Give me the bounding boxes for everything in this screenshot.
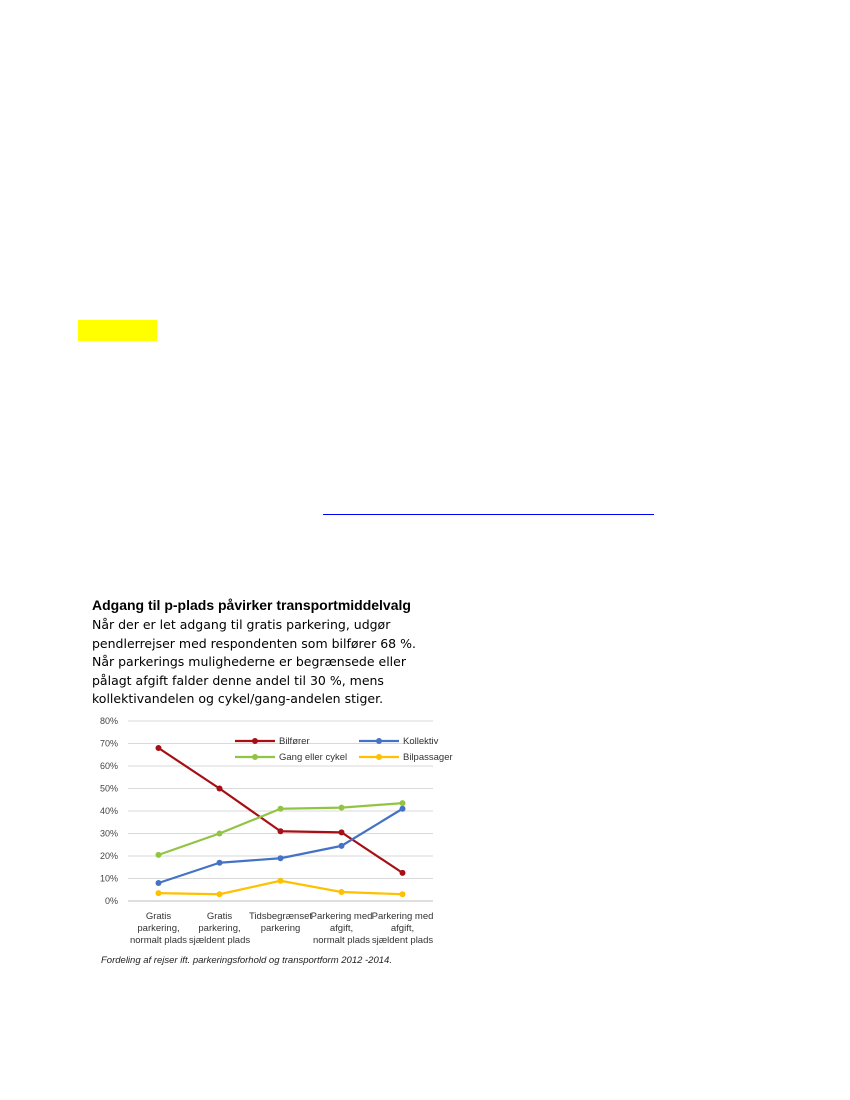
data-point bbox=[339, 843, 345, 849]
y-tick-label: 30% bbox=[99, 828, 118, 839]
y-tick-label: 0% bbox=[104, 896, 118, 906]
data-point bbox=[278, 806, 284, 812]
data-point bbox=[339, 805, 345, 811]
x-tick-label: parkering, bbox=[137, 923, 180, 934]
body-line: Når der er let adgang til gratis parkering, udgør bbox=[92, 617, 391, 632]
data-point bbox=[217, 860, 223, 866]
legend-label: Bilpassager bbox=[403, 752, 453, 763]
x-tick-label: sjældent plads bbox=[188, 935, 251, 946]
series-line bbox=[159, 809, 403, 883]
y-tick-label: 70% bbox=[99, 738, 118, 749]
x-tick-label: sjældent plads bbox=[371, 935, 434, 946]
y-tick-label: 80% bbox=[99, 716, 118, 726]
data-point bbox=[156, 880, 162, 886]
y-tick-label: 40% bbox=[99, 806, 118, 816]
body-line: kollektivandelen og cykel/gang-andelen stiger. bbox=[92, 691, 384, 706]
highlight-marker bbox=[78, 320, 157, 341]
figure-caption: Fordeling af rejser ift. parkeringsforhold og transportform 2012 -2014. bbox=[101, 955, 392, 966]
x-tick-label: afgift, bbox=[329, 923, 354, 934]
data-point bbox=[339, 889, 345, 895]
legend-swatch-marker bbox=[252, 738, 258, 744]
x-tick-label: normalt plads bbox=[129, 935, 188, 946]
y-tick-label: 10% bbox=[99, 873, 118, 884]
data-point bbox=[278, 878, 284, 884]
data-point bbox=[217, 786, 223, 792]
x-tick-label: afgift, bbox=[390, 923, 415, 934]
y-tick-label: 50% bbox=[99, 783, 118, 794]
legend-swatch-marker bbox=[376, 754, 382, 760]
y-tick-label: 20% bbox=[99, 851, 118, 861]
x-tick-label: parkering bbox=[260, 923, 301, 934]
x-tick-label: parkering, bbox=[198, 923, 241, 934]
body-line: Når parkerings mulighederne er begrænsede eller bbox=[92, 654, 406, 669]
data-point bbox=[400, 870, 406, 876]
y-tick-label: 60% bbox=[99, 761, 118, 771]
data-point bbox=[217, 831, 223, 837]
x-tick-label: Parkering med bbox=[371, 911, 434, 922]
data-point bbox=[400, 891, 406, 897]
data-point bbox=[400, 806, 406, 812]
legend-label: Kollektiv bbox=[403, 736, 439, 747]
chart-figure bbox=[92, 596, 472, 976]
data-point bbox=[278, 828, 284, 834]
line-chart bbox=[92, 596, 472, 956]
body-line: pålagt afgift falder denne andel til 30 %, mens bbox=[92, 672, 384, 688]
body-line: pendlerrejser med respondenten som bilfører 68 %. bbox=[92, 635, 416, 651]
data-point bbox=[339, 829, 345, 835]
figure-title: Adgang til p-plads påvirker transportmiddelvalg bbox=[92, 597, 411, 613]
x-tick-label: Gratis bbox=[145, 911, 172, 922]
legend-swatch-marker bbox=[376, 738, 382, 744]
data-point bbox=[400, 800, 406, 806]
x-tick-label: Parkering med bbox=[310, 911, 373, 922]
data-point bbox=[217, 891, 223, 897]
data-point bbox=[156, 745, 162, 751]
hyperlink-underline[interactable] bbox=[323, 514, 654, 515]
data-point bbox=[278, 855, 284, 861]
x-tick-label: Gratis bbox=[206, 911, 233, 922]
data-point bbox=[156, 852, 162, 858]
data-point bbox=[156, 890, 162, 896]
x-tick-label: normalt plads bbox=[312, 935, 371, 946]
x-tick-label: Tidsbegrænset bbox=[248, 911, 313, 922]
legend-label: Bilfører bbox=[279, 736, 310, 747]
legend-label: Gang eller cykel bbox=[279, 752, 348, 763]
legend-swatch-marker bbox=[252, 754, 258, 760]
